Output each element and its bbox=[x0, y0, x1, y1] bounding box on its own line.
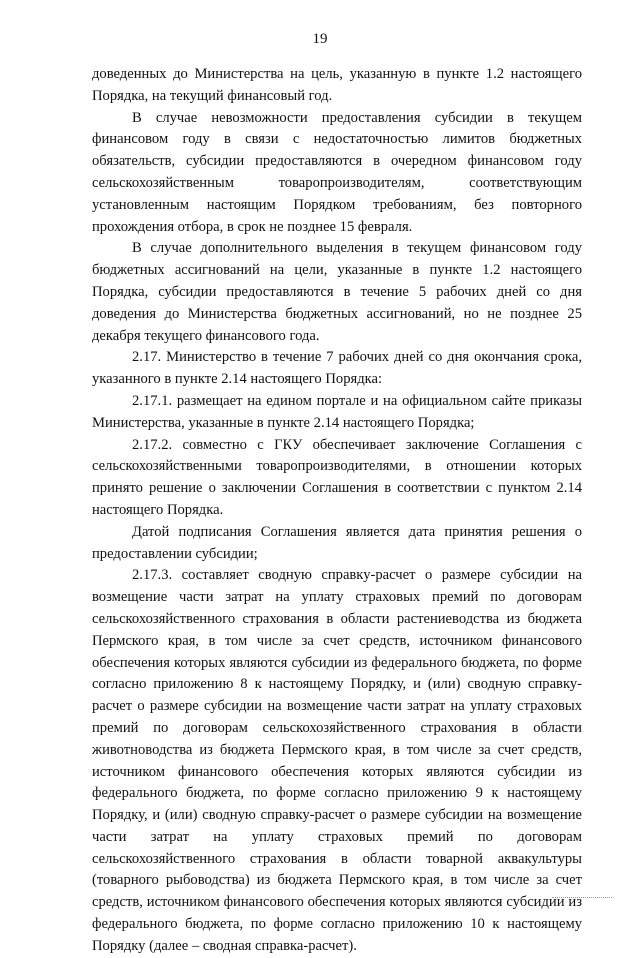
paragraph-additional-allocation: В случае дополнительного выделения в текущем финансовом году бюджетных ассигнований на цели, указанные в пункте 1.2 настоящего Порядка, субсидии предоставляются в течение 5 рабочих дней со дня доведения до Министерства бюджетных ассигнований, но не позднее 25 декабря текущего финансового года. bbox=[92, 240, 582, 344]
document-body bbox=[92, 64, 582, 958]
paragraph-insufficient-limits: В случае невозможности предоставления субсидии в текущем финансовом году в связи с недостаточностью лимитов бюджетных обязательств, субсидии предоставляются в очередном финансовом году сельскохозяйственным товаропроизводителям, соответствующим установленным настоящим Порядком требованиям, без повторного прохождения отбора, в срок не позднее 15 февраля. bbox=[92, 109, 582, 235]
clause-2-17: 2.17. Министерство в течение 7 рабочих дней со дня окончания срока, указанного в пункте 2.14 настоящего Порядка: bbox=[92, 349, 582, 388]
paragraph-continuation: доведенных до Министерства на цель, указанную в пункте 1.2 настоящего Порядка, на текущий финансовый год. bbox=[92, 66, 582, 104]
clause-2-17-1: 2.17.1. размещает на едином портале и на официальном сайте приказы Министерства, указанные в пункте 2.14 настоящего Порядка; bbox=[92, 392, 582, 431]
paragraph-signing-date: Датой подписания Соглашения является дата принятия решения о предоставлении субсидии; bbox=[92, 523, 582, 562]
clause-2-17-2: 2.17.2. совместно с ГКУ обеспечивает заключение Соглашения с сельскохозяйственными товаропроизводителями, в отношении которых принято решение о заключении Соглашения в соответствии с пунктом 2.14 настоящего Порядка. bbox=[92, 436, 582, 518]
clause-2-17-3: 2.17.3. составляет сводную справку-расчет о размере субсидии на возмещение части затрат на уплату страховых премий по договорам сельскохозяйственного страхования в области растениеводства из бюджета Пермского края, в том числе за счет средств, источником финансового обеспечения которых являются субсидии из федерального бюджета, по форме согласно приложению 8 к настоящему Порядку, и (или) сводную справку-расчет о размере субсидии на возмещение части затрат на уплату страховых премий по договорам сельскохозяйственного страхования в области животноводства из бюджета Пермского края, в том числе за счет средств, источником финансового обеспечения которых являются субсидии из федерального бюджета, по форме согласно приложению 9 к настоящему Порядку, и (или) сводную справку-расчет о размере субсидии на возмещение части затрат на уплату страховых премий по договорам сельскохозяйственного страхования в области товарной аквакультуры (товарного рыбоводства) из бюджета Пермского края, в том числе за счет средств, источником финансового обеспечения которых являются субсидии из федерального бюджета, по форме согласно приложению 10 к настоящему Порядку (далее – сводная справка-расчет). bbox=[92, 567, 582, 954]
scan-artifact bbox=[552, 897, 612, 899]
page-number: 19 bbox=[312, 31, 328, 47]
